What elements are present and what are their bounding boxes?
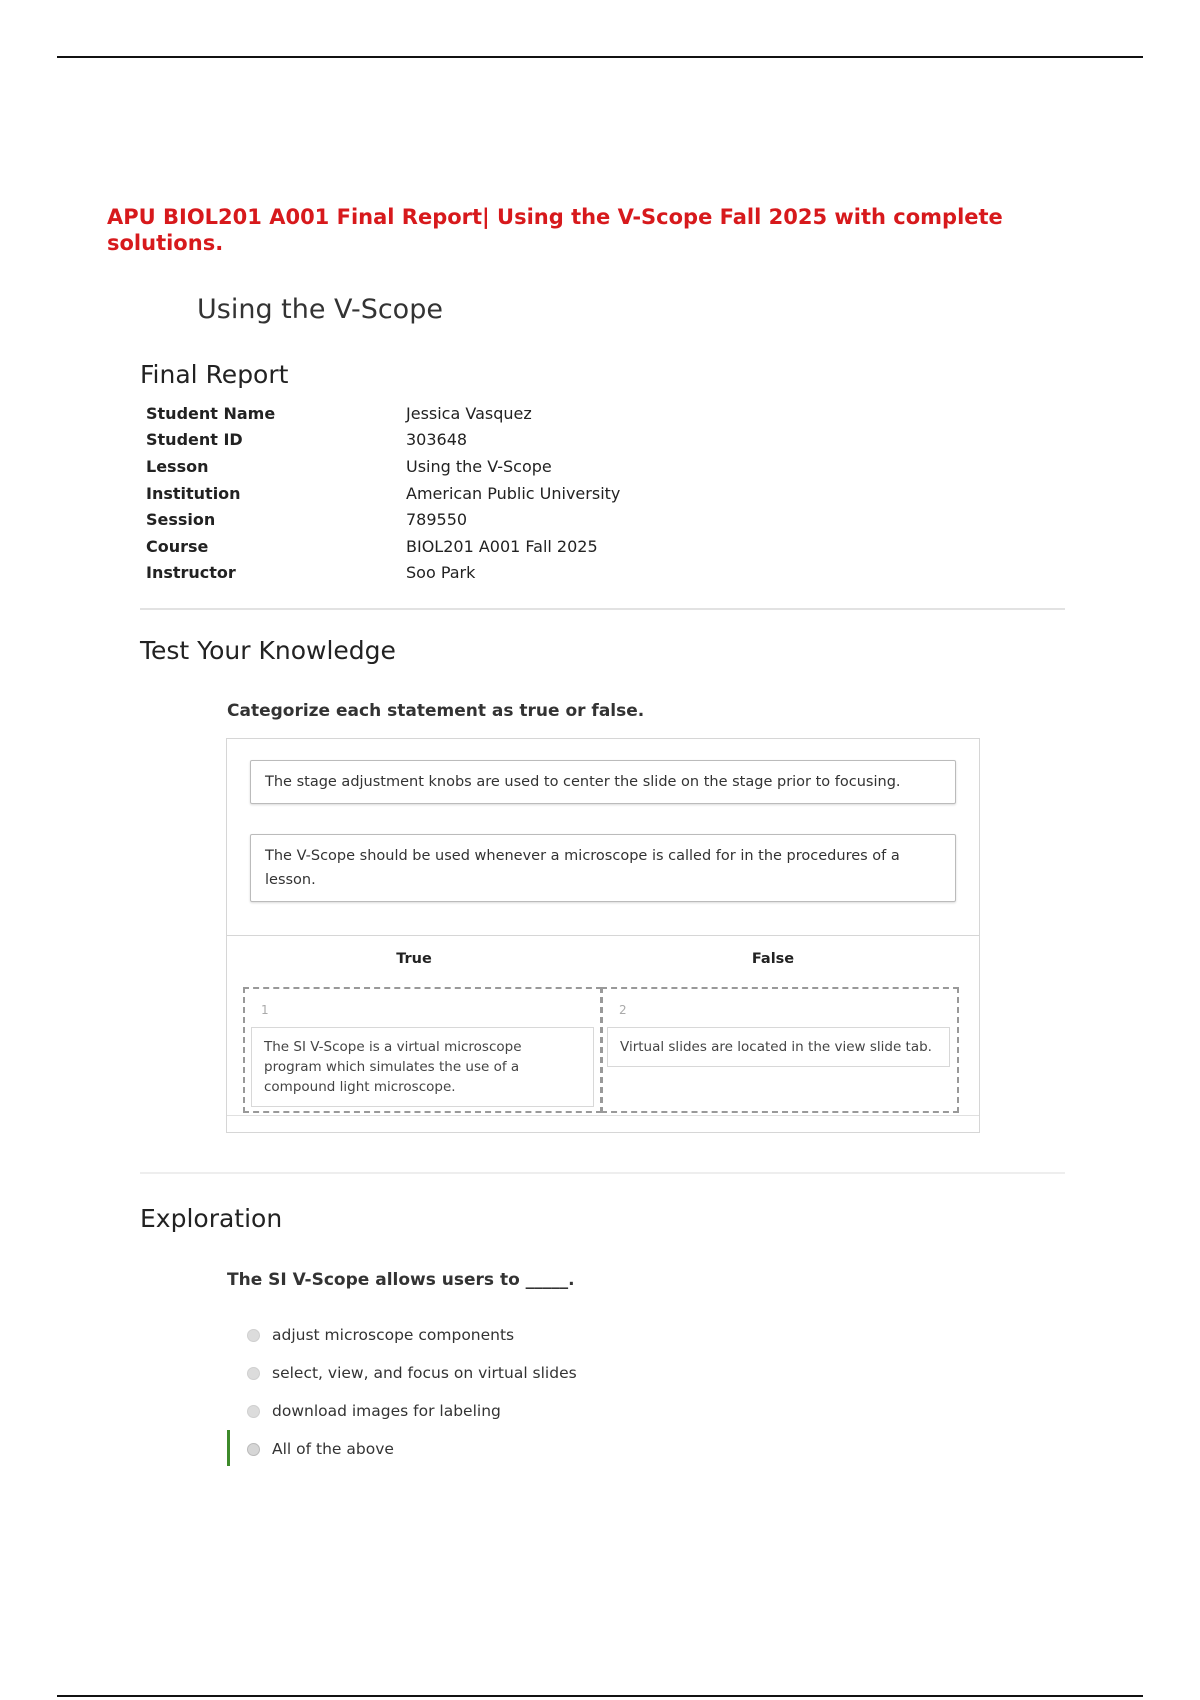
categorize-prompt: Categorize each statement as true or false. <box>227 701 645 721</box>
final-report-heading: Final Report <box>140 360 289 389</box>
true-dropzone[interactable] <box>243 987 602 1113</box>
radio-button[interactable] <box>247 1367 260 1380</box>
info-label: Student ID <box>146 430 243 450</box>
bottom-rule <box>57 1695 1143 1697</box>
radio-button[interactable] <box>247 1443 260 1456</box>
radio-button[interactable] <box>247 1329 260 1342</box>
info-row <box>146 400 620 427</box>
dropzone-number: 2 <box>619 1003 627 1017</box>
category-separator <box>227 935 979 936</box>
info-value: BIOL201 A001 Fall 2025 <box>406 536 598 556</box>
dropzone-number: 1 <box>261 1003 269 1017</box>
placed-card[interactable]: The SI V-Scope is a virtual microscope program which simulates the use of a compound light microscope. <box>251 1027 594 1107</box>
test-your-knowledge-heading: Test Your Knowledge <box>140 636 396 665</box>
draggable-statement[interactable]: The V-Scope should be used whenever a microscope is called for in the procedures of a lesson. <box>250 834 956 902</box>
true-column-header: True <box>396 951 432 967</box>
section-divider <box>140 1172 1065 1174</box>
document-title: APU BIOL201 A001 Final Report| Using the V-Scope Fall 2025 with complete solutions. <box>107 205 1003 255</box>
info-label: Course <box>146 536 209 556</box>
top-rule <box>57 56 1143 58</box>
option-label: download images for labeling <box>272 1402 501 1420</box>
info-value: 789550 <box>406 510 468 530</box>
answer-option[interactable] <box>227 1392 577 1430</box>
info-value: 303648 <box>406 430 468 450</box>
info-row <box>146 453 620 480</box>
placed-card[interactable]: Virtual slides are located in the view slide tab. <box>607 1027 950 1067</box>
info-value: American Public University <box>406 483 621 503</box>
info-row <box>146 533 620 560</box>
option-label: select, view, and focus on virtual slides <box>272 1364 577 1382</box>
radio-button[interactable] <box>247 1405 260 1418</box>
answer-option[interactable] <box>227 1316 577 1354</box>
selected-indicator <box>227 1430 230 1466</box>
false-dropzone[interactable] <box>601 987 959 1113</box>
exploration-heading: Exploration <box>140 1204 283 1233</box>
info-value: Soo Park <box>406 563 476 583</box>
section-divider <box>140 608 1065 610</box>
lesson-heading: Using the V-Scope <box>197 294 443 325</box>
info-row <box>146 480 620 507</box>
info-row <box>146 506 620 533</box>
option-label: All of the above <box>272 1440 394 1458</box>
info-label: Session <box>146 510 216 530</box>
option-label: adjust microscope components <box>272 1326 515 1344</box>
student-info-table <box>146 400 620 586</box>
info-label: Instructor <box>146 563 236 583</box>
info-value: Jessica Vasquez <box>406 403 532 423</box>
info-row <box>146 560 620 587</box>
categorize-activity <box>226 738 980 1133</box>
answer-option-selected[interactable] <box>227 1430 577 1468</box>
false-column-header: False <box>751 951 795 967</box>
info-value: Using the V-Scope <box>406 456 552 476</box>
info-label: Lesson <box>146 456 209 476</box>
info-label: Student Name <box>146 403 276 423</box>
activity-bottom-border <box>227 1115 979 1116</box>
answer-options <box>227 1316 577 1468</box>
info-row <box>146 427 620 454</box>
exploration-question: The SI V-Scope allows users to _____. <box>227 1270 575 1290</box>
draggable-statement[interactable]: The stage adjustment knobs are used to center the slide on the stage prior to focusing. <box>250 760 956 804</box>
answer-option[interactable] <box>227 1354 577 1392</box>
info-label: Institution <box>146 483 241 503</box>
